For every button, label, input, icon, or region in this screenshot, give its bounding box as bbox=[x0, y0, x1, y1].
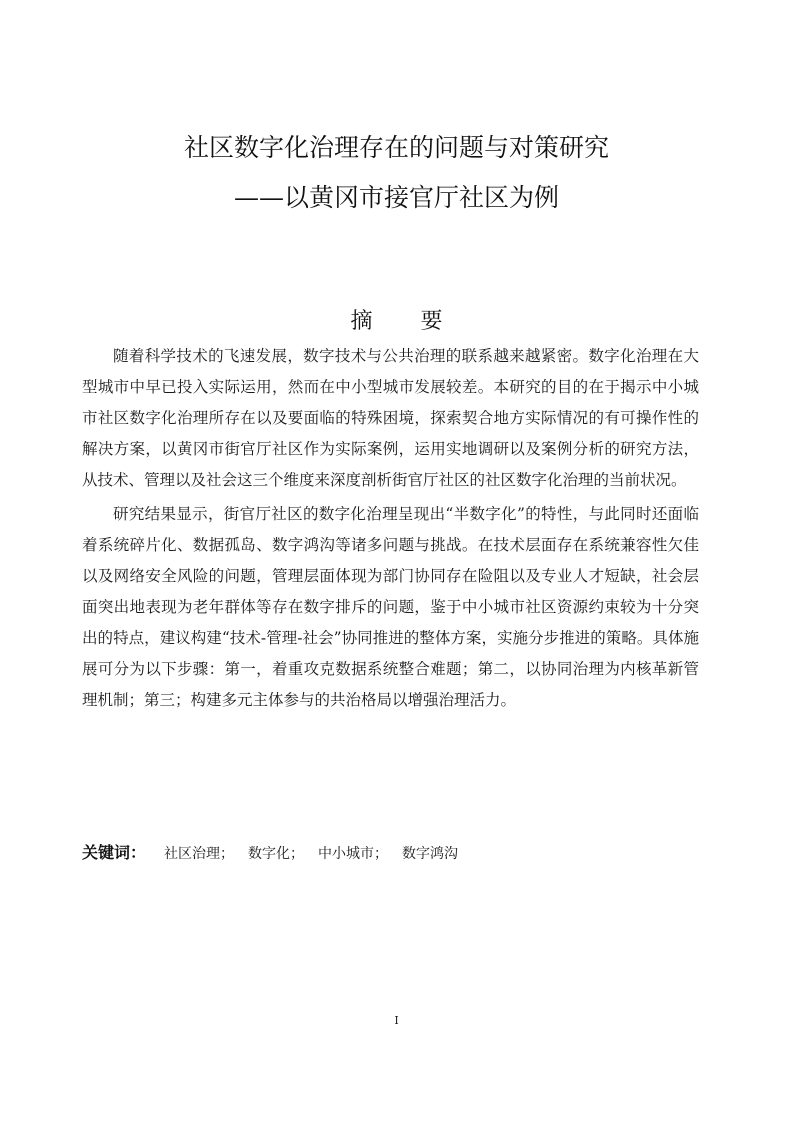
keywords-label: 关键词： bbox=[82, 843, 147, 862]
keyword-item: 中小城市； bbox=[318, 846, 389, 862]
keyword-item: 社区治理； bbox=[164, 846, 235, 862]
abstract-heading bbox=[0, 304, 793, 335]
keyword-item: 数字化； bbox=[248, 846, 305, 862]
abstract-body bbox=[82, 341, 699, 716]
abstract-paragraph-2: 研究结果显示，街官厅社区的数字化治理呈现出“半数字化”的特性，与此同时还面临着系统碎片化、数据孤岛、数字鸿沟等诸多问题与挑战。在技术层面存在系统兼容性欠佳以及网络安全风险的问题，管理层面体现为部门协同存在险阻以及专业人才短缺，社会层面突出地表现为老年群体等存在数字排斥的问题，鉴于中小城市社区资源约束较为十分突出的特点，建议构建“技术-管理-社会”协同推进的整体方案，实施分步推进的策略。具体施展可分为以下步骤：第一，着重攻克数据系统整合难题；第二，以协同治理为内核革新管理机制；第三；构建多元主体参与的共治格局以增强治理活力。 bbox=[82, 505, 699, 709]
abstract-paragraph-1: 随着科学技术的飞速发展，数字技术与公共治理的联系越来越紧密。数字化治理在大型城市中早已投入实际运用，然而在中小型城市发展较差。本研究的目的在于揭示中小城市社区数字化治理所存在以及要面临的特殊困境，探索契合地方实际情况的有可操作性的解决方案，以黄冈市街官厅社区作为实际案例，运用实地调研以及案例分析的研究方法，从技术、管理以及社会这三个维度来深度剖析街官厅社区的社区数字化治理的当前状况。 bbox=[82, 347, 699, 489]
abstract-heading-char-2: 要 bbox=[420, 309, 443, 334]
title-main: 社区数字化治理存在的问题与对策研究 bbox=[183, 133, 609, 162]
abstract-heading-char-1: 摘 bbox=[350, 309, 373, 334]
page-number: I bbox=[394, 1014, 399, 1027]
keywords-line bbox=[82, 840, 472, 863]
title-subtitle: ——以黄冈市接官厅社区为例 bbox=[233, 183, 559, 212]
keyword-item: 数字鸿沟 bbox=[402, 846, 459, 862]
